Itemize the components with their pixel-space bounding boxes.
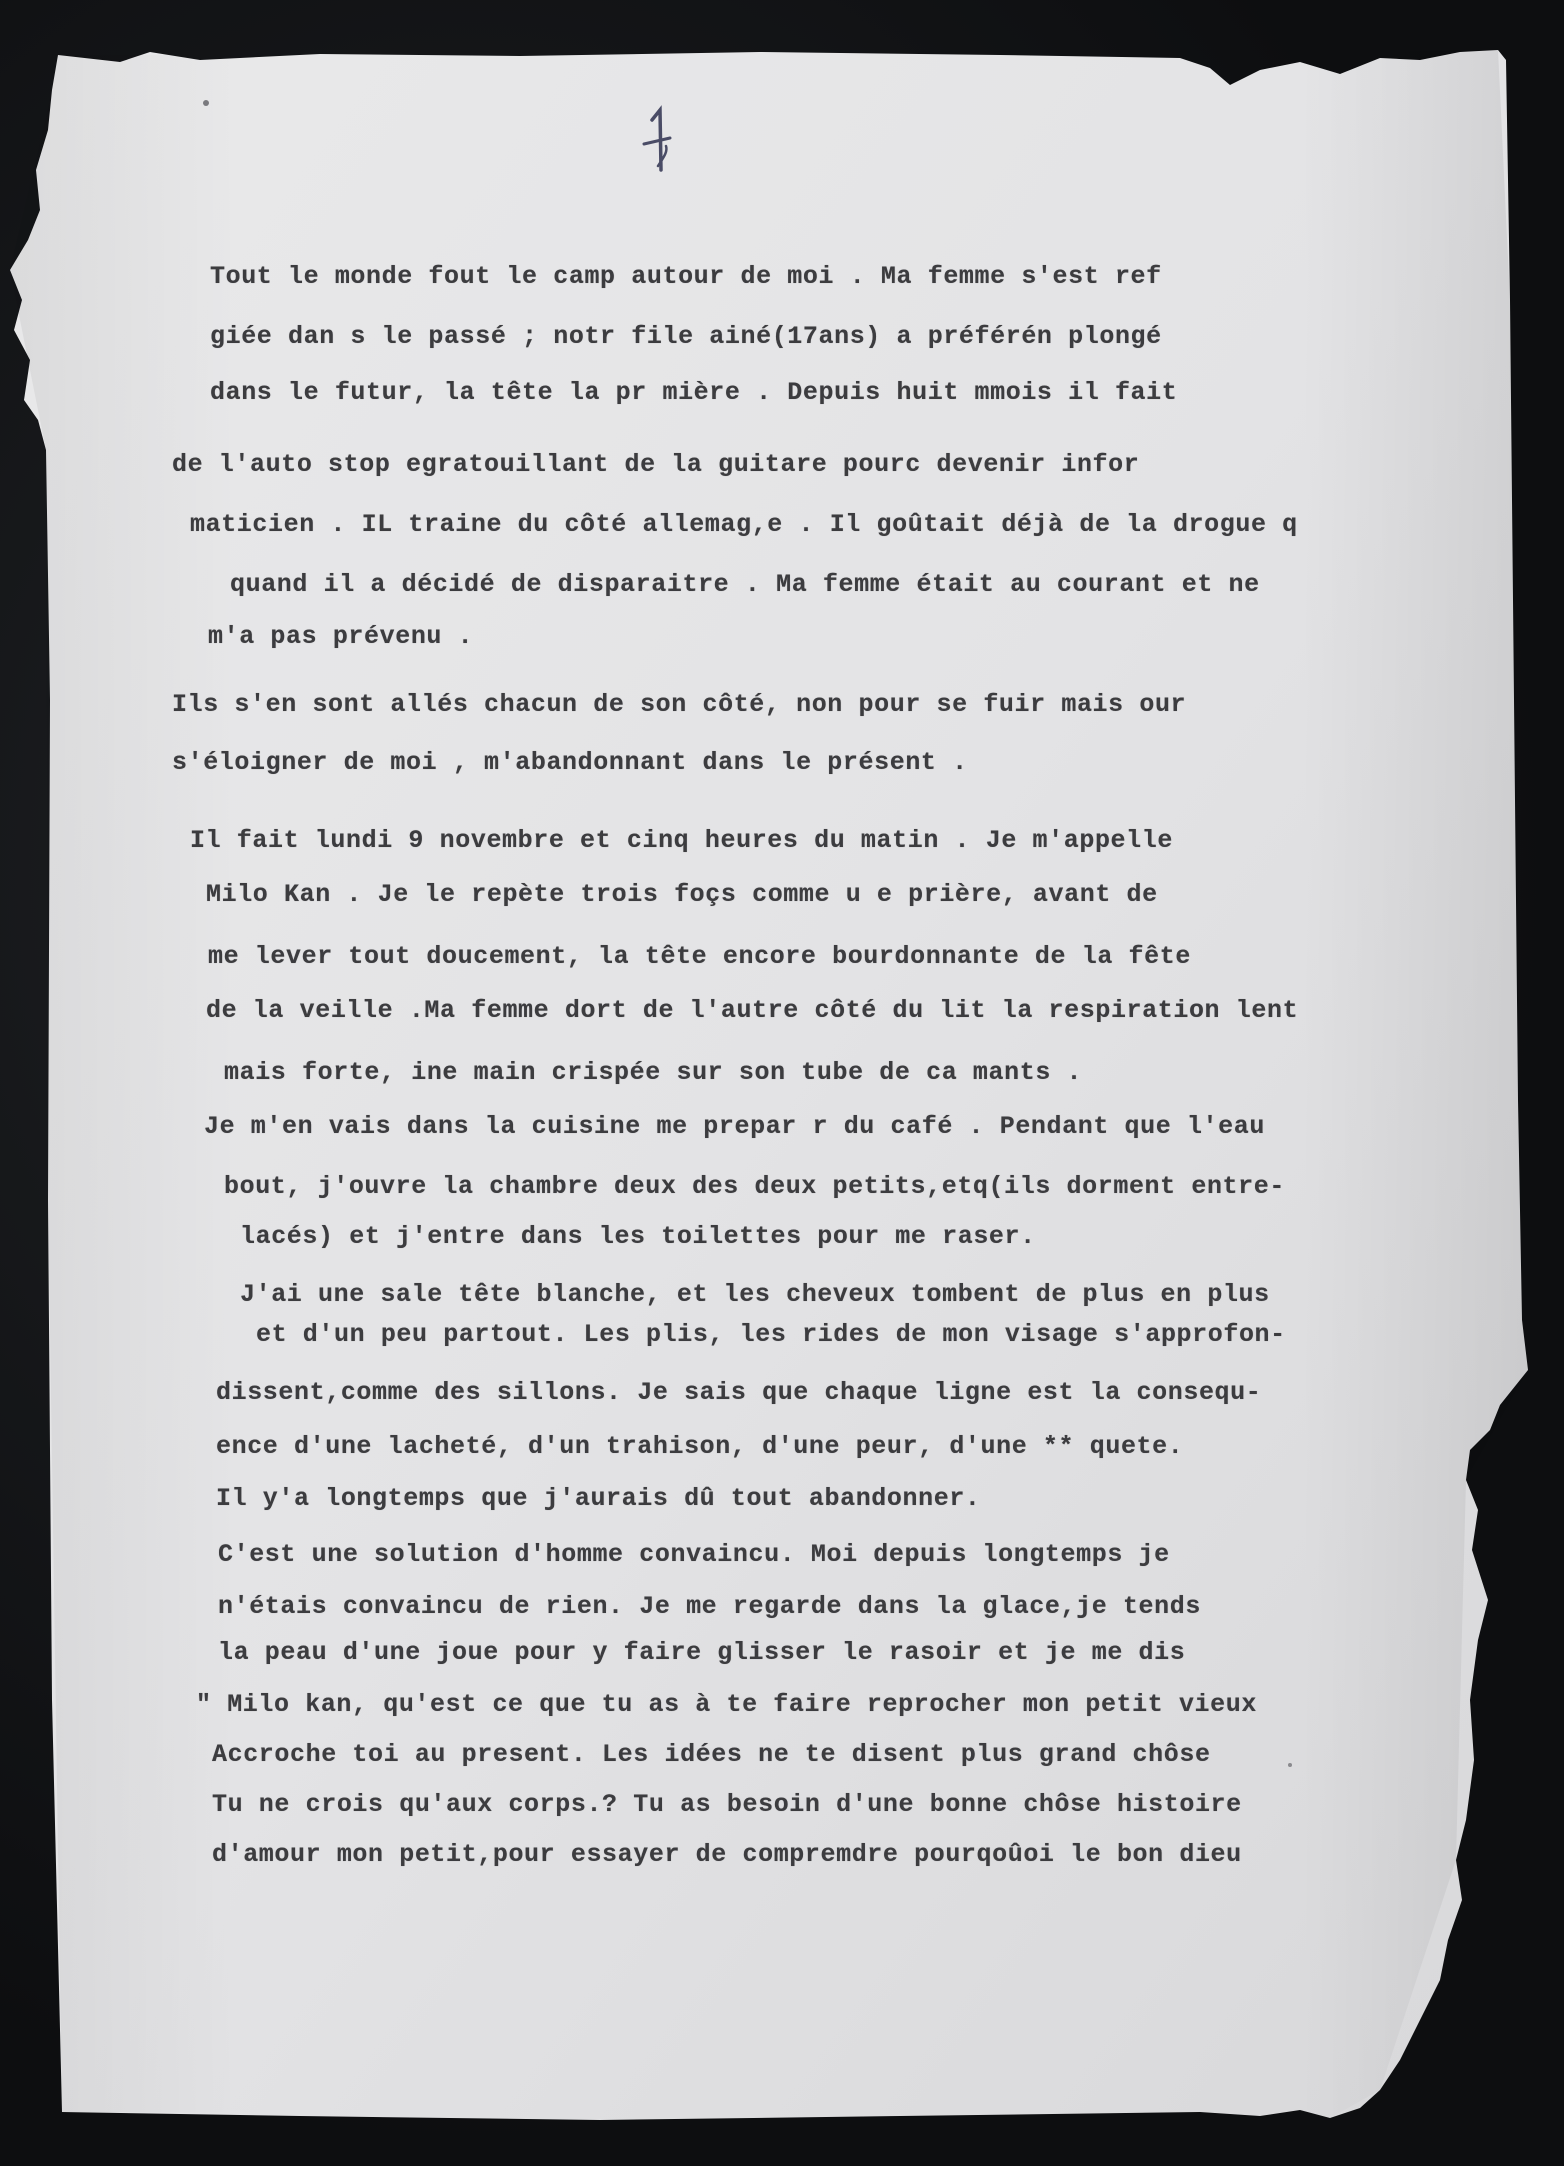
- text-line: Tu ne crois qu'aux corps.? Tu as besoin d'une bonne chôse histoire: [212, 1790, 1242, 1819]
- text-line: J'ai une sale tête blanche, et les cheveux tombent de plus en plus: [240, 1280, 1270, 1309]
- text-line: de l'auto stop egratouillant de la guitare pourc devenir infor: [172, 450, 1140, 479]
- text-line: C'est une solution d'homme convaincu. Moi depuis longtemps je: [218, 1540, 1170, 1569]
- text-line: lacés) et j'entre dans les toilettes pour me raser.: [240, 1222, 1036, 1251]
- text-line: Tout le monde fout le camp autour de moi . Ma femme s'est ref: [210, 262, 1162, 291]
- text-line: Accroche toi au present. Les idées ne te disent plus grand chôse: [212, 1740, 1211, 1769]
- text-line: m'a pas prévenu .: [208, 622, 474, 651]
- text-line: ence d'une lacheté, d'un trahison, d'une peur, d'une ** quete.: [216, 1432, 1184, 1461]
- text-line: n'étais convaincu de rien. Je me regarde dans la glace,je tends: [218, 1592, 1201, 1621]
- text-line: Milo Kan . Je le repète trois foçs comme u e prière, avant de: [206, 880, 1158, 909]
- text-line: me lever tout doucement, la tête encore bourdonnante de la fête: [208, 942, 1191, 971]
- text-line: dissent,comme des sillons. Je sais que chaque ligne est la consequ-: [216, 1378, 1262, 1407]
- text-line: bout, j'ouvre la chambre deux des deux petits,etq(ils dorment entre-: [224, 1172, 1285, 1201]
- text-line: et d'un peu partout. Les plis, les rides de mon visage s'approfon-: [256, 1320, 1286, 1349]
- text-line: s'éloigner de moi , m'abandonnant dans le présent .: [172, 748, 968, 777]
- text-line: Je m'en vais dans la cuisine me prepar r du café . Pendant que l'eau: [204, 1112, 1265, 1141]
- text-line: Ils s'en sont allés chacun de son côté, non pour se fuir mais our: [172, 690, 1187, 719]
- text-line: de la veille .Ma femme dort de l'autre côté du lit la respiration lent: [206, 996, 1299, 1025]
- text-line: mais forte, ine main crispée sur son tube de ca mants .: [224, 1058, 1083, 1087]
- text-line: la peau d'une joue pour y faire glisser le rasoir et je me dis: [218, 1638, 1186, 1667]
- text-line: Il fait lundi 9 novembre et cinq heures du matin . Je m'appelle: [190, 826, 1173, 855]
- text-line: quand il a décidé de disparaitre . Ma femme était au courant et ne: [230, 570, 1260, 599]
- text-line: maticien . IL traine du côté allemag,e . Il goûtait déjà de la drogue q: [190, 510, 1298, 539]
- text-line: dans le futur, la tête la pr mière . Depuis huit mmois il fait: [210, 378, 1178, 407]
- text-line: giée dan s le passé ; notr file ainé(17ans) a préférén plongé: [210, 322, 1162, 351]
- text-line: Il y'a longtemps que j'aurais dû tout abandonner.: [216, 1484, 981, 1513]
- text-line: d'amour mon petit,pour essayer de compremdre pourqoûoi le bon dieu: [212, 1840, 1242, 1869]
- text-line: " Milo kan, qu'est ce que tu as à te faire reprocher mon petit vieux: [196, 1690, 1257, 1719]
